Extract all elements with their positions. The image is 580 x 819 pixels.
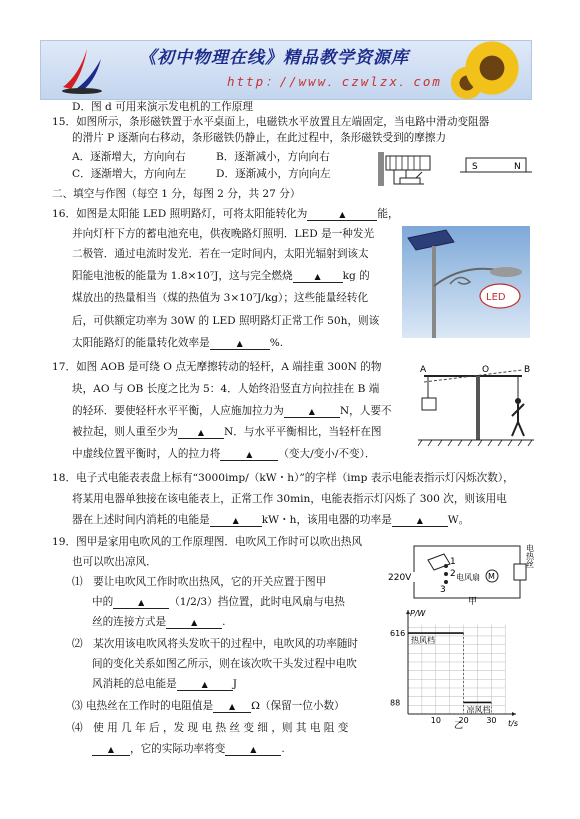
section-2-header: 二、填空与作图（每空 1 分，每图 2 分，共 27 分） <box>52 188 301 200</box>
banner-url: http：//www．czwlzx．com <box>227 74 442 89</box>
person-head <box>515 398 521 404</box>
q16-text: 16．如图是太阳能 LED 照明路灯，可将太阳能转化为 <box>52 208 308 220</box>
answer-blank[interactable] <box>92 744 130 756</box>
heater-resistor <box>514 564 526 580</box>
blank-marker: ▲ <box>232 516 239 525</box>
blank-marker: ▲ <box>138 598 145 607</box>
answer-blank[interactable] <box>210 515 262 527</box>
q19-text: . <box>222 616 226 628</box>
q16-line-1 <box>52 208 399 221</box>
banner-title: 《初中物理在线》精品教学资源库 <box>139 48 409 68</box>
q19-part-3 <box>72 700 345 713</box>
q19-part-2-line-1: ⑵ 某次用该电吹风将头发吹干的过程中，电吹风的功率随时 <box>72 638 359 650</box>
answer-blank[interactable] <box>307 209 377 221</box>
q19-line-1: 19．图甲是家用电吹风的工作原理图．电吹风工作时可以吹出热风 <box>52 536 363 548</box>
y-tick-label: 88 <box>390 698 401 708</box>
q19-power-chart <box>388 606 528 730</box>
q19-part-4-line-2 <box>92 743 285 756</box>
answer-blank[interactable] <box>178 427 224 439</box>
answer-blank[interactable] <box>293 271 343 283</box>
q16-line-3: 二极管．通过电流时发光．若在一定时间内，太阳光辐射到该太 <box>72 248 369 260</box>
header-banner <box>40 40 532 100</box>
label-b: B <box>524 365 531 375</box>
fan-label: 电风扇 <box>456 573 480 582</box>
q16-line-5: 煤放出的热量相当（煤的热值为 3×10⁷J/kg）；这些能量经转化 <box>72 292 369 304</box>
magnet-s-label: S <box>472 162 478 172</box>
switch-position-2: 2 <box>450 569 456 579</box>
answer-blank[interactable] <box>220 449 278 461</box>
blank-marker: ▲ <box>308 407 315 416</box>
x-tick-label: 10 <box>430 716 441 725</box>
y-axis-label: P/W <box>410 609 426 618</box>
y-tick-label: 616 <box>390 629 406 639</box>
blank-marker: ▲ <box>339 210 346 219</box>
q19-part-4-line-1: ⑷ 使 用 几 年 后 ，发 现 电 热 丝 变 细 ，则 其 电 阻 变 <box>72 722 349 734</box>
motor-label: M <box>488 572 495 581</box>
circuit-wires <box>414 546 520 598</box>
series-label: 凉风档 <box>466 705 491 715</box>
blank-marker: ▲ <box>197 428 205 437</box>
site-logo-icon <box>59 45 105 95</box>
q15-option-a: A．逐渐增大，方向向右 <box>72 151 186 163</box>
q17-line-4 <box>72 426 382 439</box>
q19-circuit-figure <box>388 536 538 606</box>
blank-marker: ▲ <box>191 618 198 627</box>
blank-marker: ▲ <box>236 339 243 348</box>
q16-text: 阳能电池板的能量为 1.8×10⁷J，这与完全燃烧 <box>72 270 293 282</box>
q19-part-2-line-3 <box>92 678 237 691</box>
q19-part-1-line-2 <box>92 596 345 609</box>
sunflower-icon <box>459 40 525 100</box>
x-tick-label: 30 <box>486 716 497 725</box>
q18-text: W。 <box>447 514 470 526</box>
q19-text: ⑶ 电热丝在工作时的电阻值是 <box>72 700 214 712</box>
q19-line-2: 也可以吹出凉风． <box>72 556 157 568</box>
q15-figure <box>376 148 536 196</box>
blank-marker: ▲ <box>246 450 253 459</box>
q19-text: Ω（保留一位小数） <box>251 700 345 712</box>
label-o: O <box>482 365 490 375</box>
q17-line-5 <box>72 448 376 461</box>
answer-blank[interactable] <box>113 597 169 609</box>
voltage-label: 220V <box>388 573 412 583</box>
q16-line-2: 并向灯杆下方的蓄电池充电，供夜晚路灯照明．LED 是一种发光 <box>72 228 375 240</box>
lamp-head-icon <box>490 267 522 277</box>
x-tick-label: 20 <box>458 716 469 725</box>
q19-text: ，它的实际功率将变 <box>130 743 226 755</box>
q17-text: N．与水平平衡相比，当轻杆在图 <box>223 426 382 438</box>
rheostat <box>400 178 420 184</box>
q19-part-1-line-3 <box>92 616 226 629</box>
answer-blank[interactable] <box>166 617 222 629</box>
q18-line-1: 18．电子式电能表表盘上标有“3000imp/（kW・h）”的字样（imp 表示电能表指示灯闪烁次数）， <box>52 472 514 484</box>
led-label: LED <box>486 292 506 303</box>
x-axis-arrow-icon <box>512 712 516 716</box>
q16-solar-lamp-figure <box>402 226 530 338</box>
q19-text: . <box>281 743 285 755</box>
q15-line-2: 的滑片 P 逐渐向右移动，条形磁铁仍静止，在此过程中，条形磁铁受到的摩擦力 <box>72 132 447 144</box>
q18-text: 器在上述时间内消耗的电能是 <box>72 514 210 526</box>
figure-yi-caption: 乙 <box>454 721 464 730</box>
q19-part-1-line-1: ⑴ 要让电吹风工作时吹出热风，它的开关应置于图甲 <box>72 576 327 588</box>
blank-marker: ▲ <box>107 745 115 754</box>
q17-text: 中虚线位置平衡时，人的拉力将 <box>72 448 221 460</box>
weight-block <box>422 398 436 410</box>
blank-marker: ▲ <box>201 680 208 689</box>
q18-line-2: 将某用电器单独接在该电能表上，正常工作 30min，电能表指示灯闪烁了 300 次，则该用电 <box>72 493 507 505</box>
person-icon <box>512 404 524 436</box>
blank-marker: ▲ <box>229 702 236 711</box>
x-axis-label: t/s <box>508 719 518 728</box>
q17-line-1: 17．如图 AOB 是可绕 O 点无摩擦转动的轻杆，A 端挂重 300N 的物 <box>52 361 382 373</box>
q19-text: 丝的连接方式是 <box>92 616 167 628</box>
answer-blank[interactable] <box>284 406 340 418</box>
q16-text: %. <box>269 337 284 349</box>
q16-text: 能， <box>377 208 399 220</box>
q16-line-7 <box>72 337 283 350</box>
q17-line-3 <box>72 405 392 418</box>
q19-text: （1/2/3）挡位置，此时电风扇与电热 <box>169 596 345 608</box>
q19-text: J <box>232 678 237 690</box>
q14-option-d: D．图 d 可用来演示发电机的工作原理 <box>72 101 253 113</box>
q15-option-b: B．逐渐减小，方向向右 <box>216 151 330 163</box>
q17-lever-figure <box>418 358 534 448</box>
q16-line-6: 后，可供额定功率为 30W 的 LED 照明路灯正常工作 50h，则该 <box>72 315 380 327</box>
blank-marker: ▲ <box>314 272 321 281</box>
answer-blank[interactable] <box>225 744 281 756</box>
blank-marker: ▲ <box>250 745 257 754</box>
answer-blank[interactable] <box>213 701 251 713</box>
answer-blank[interactable] <box>177 679 233 691</box>
q17-text: 的轻环．要使轻杆水平平衡，人应施加拉力为 <box>72 405 284 417</box>
q19-text: 风消耗的总电能是 <box>92 678 177 690</box>
q19-part-2-line-2: 间的变化关系如图乙所示，则在该次吹干头发过程中电吹 <box>92 658 357 670</box>
q18-text: kW・h，该用电器的功率是 <box>261 514 392 526</box>
switch-position-3: 3 <box>440 585 446 595</box>
q16-text: kg 的 <box>342 270 370 282</box>
q17-line-2: 块，AO 与 OB 长度之比为 5：4．人始终沿竖直方向拉挂在 B 端 <box>72 383 380 395</box>
q17-text: （变大/变小/不变）． <box>278 448 376 460</box>
answer-blank[interactable] <box>210 338 270 350</box>
q17-text: 被拉起，则人重至少为 <box>72 426 178 438</box>
q16-text: 太阳能路灯的能量转化效率是 <box>72 337 210 349</box>
label-a: A <box>420 365 427 375</box>
q16-line-4 <box>72 270 370 283</box>
lever-post <box>476 376 480 440</box>
switch-position-1: 1 <box>450 557 456 567</box>
q18-line-3 <box>72 514 469 527</box>
figure-jia-caption: 甲 <box>468 597 478 606</box>
magnet-n-label: N <box>514 162 521 172</box>
q15-option-c: C．逐渐增大，方向向左 <box>72 168 187 180</box>
q15-line-1: 15．如图所示，条形磁铁置于水平桌面上，电磁铁水平放置且左端固定，当电路中滑动变阻器 <box>52 116 490 128</box>
blank-marker: ▲ <box>416 516 423 525</box>
q19-text: 中的 <box>92 596 114 608</box>
q15-option-d: D．逐渐减小，方向向左 <box>216 168 331 180</box>
wall <box>378 152 384 186</box>
series-label: 热风档 <box>411 636 435 646</box>
q17-text: N，人要不 <box>339 405 392 417</box>
heater-label: 电热丝 <box>525 544 535 568</box>
answer-blank[interactable] <box>392 515 448 527</box>
